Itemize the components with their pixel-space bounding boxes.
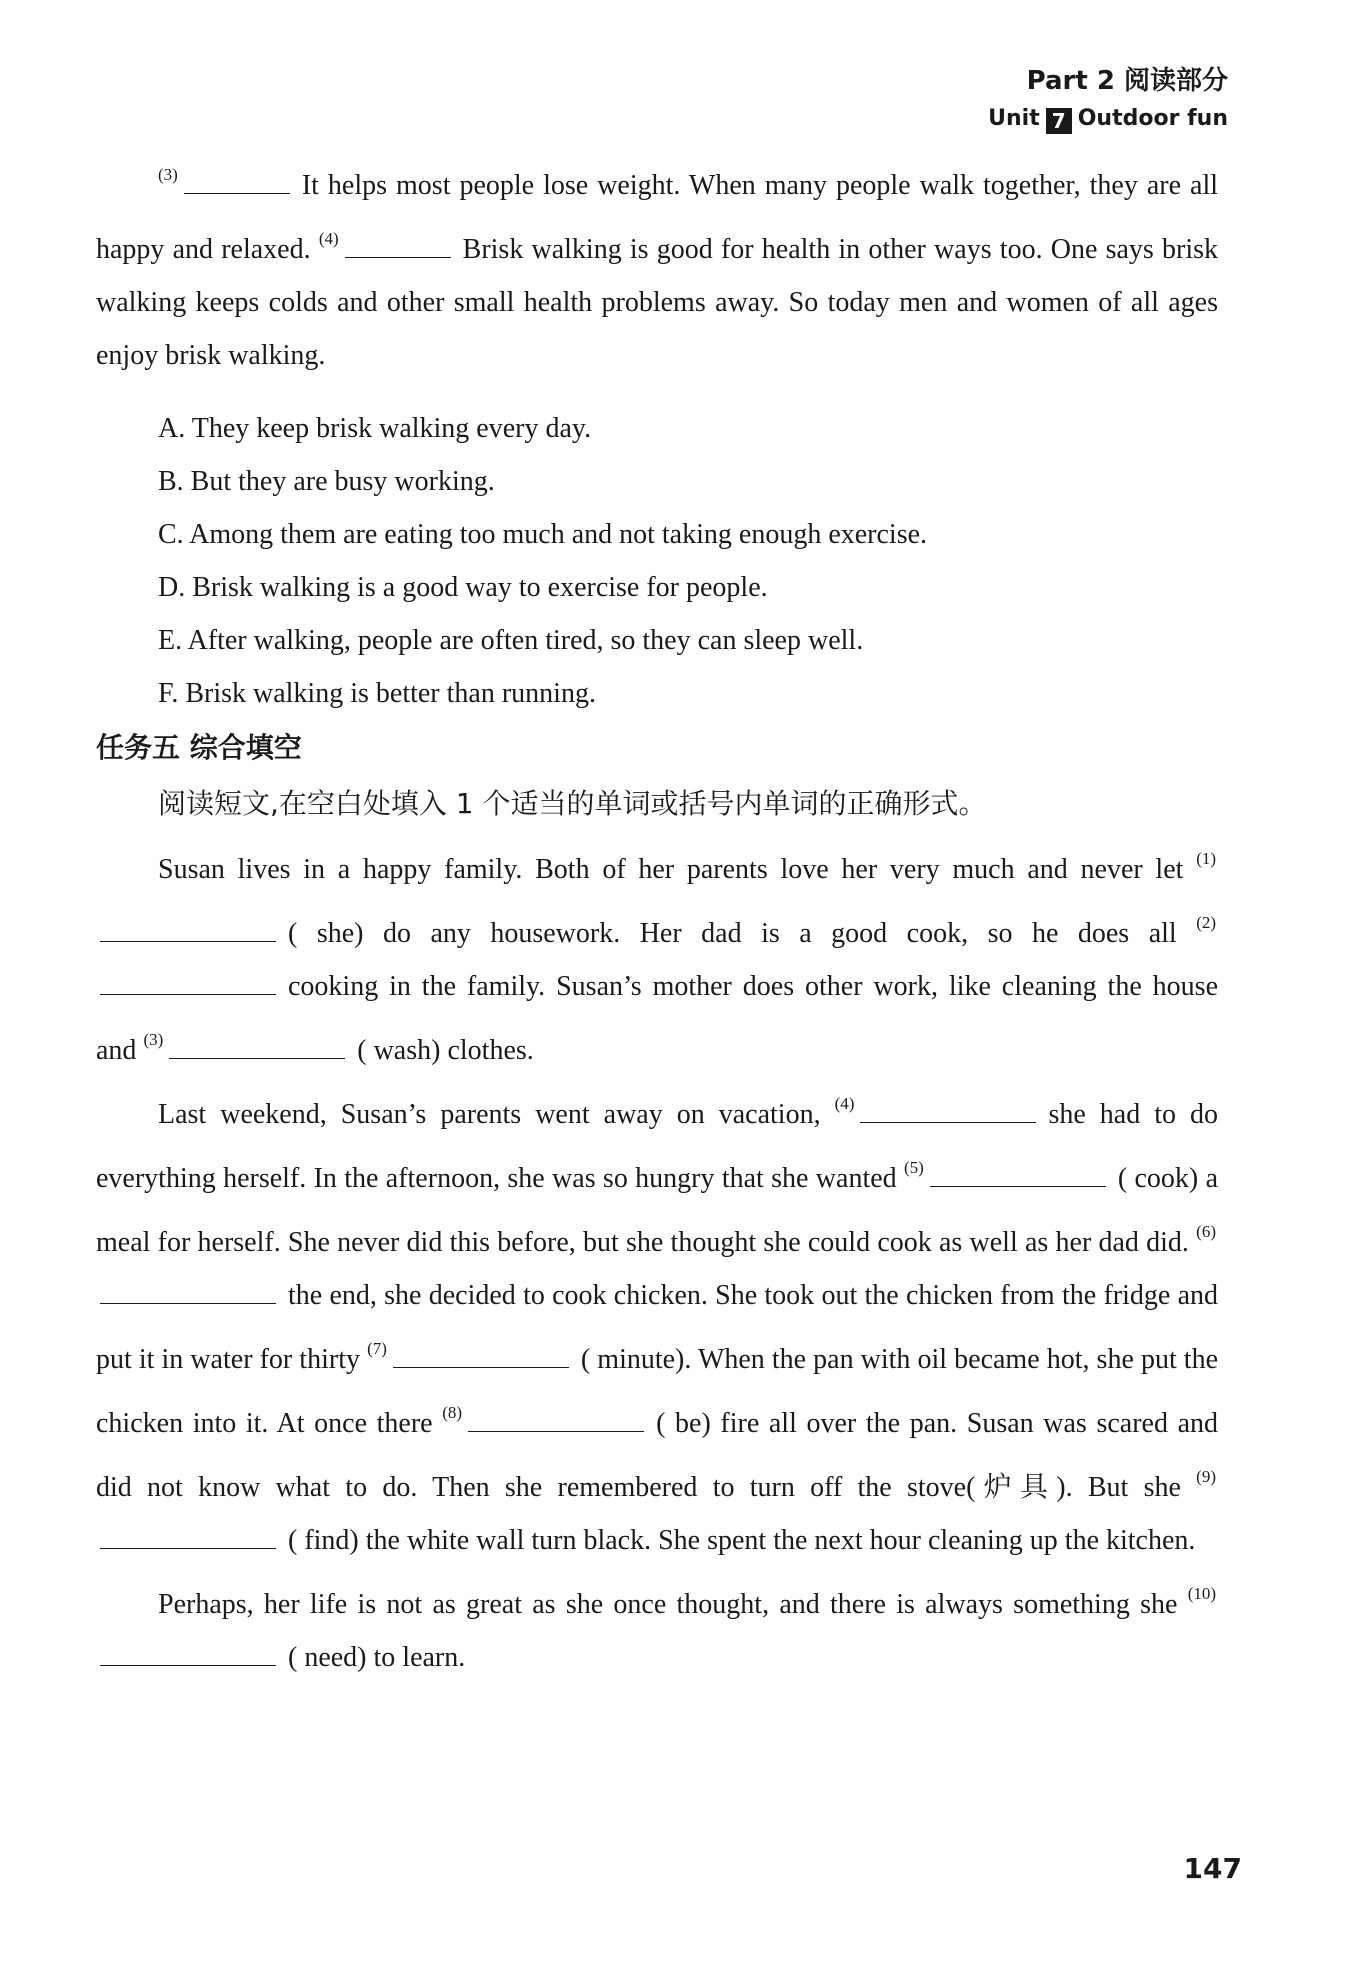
passage-text: ( be) fire all over the pan. Susan was scared and did not know what to do. Then she remembered to turn off the stove(炉具). But she [96, 1408, 1219, 1503]
passage-text: ( she) do any housework. Her dad is a good cook, so he does all [288, 918, 1177, 949]
answer-blank-10[interactable] [100, 1641, 276, 1666]
option-b: B. But they are busy working. [158, 466, 495, 497]
answer-blank-5[interactable] [930, 1162, 1106, 1187]
blank-number: (9) [1196, 1467, 1216, 1486]
passage-text: Susan lives in a happy family. Both of her parents love her very much and never let [158, 854, 1184, 885]
answer-blank-6[interactable] [100, 1279, 276, 1304]
answer-blank-3[interactable] [169, 1034, 345, 1059]
answer-blank-4[interactable] [860, 1098, 1036, 1123]
passage-text: ( need) to learn. [288, 1642, 466, 1673]
answer-blank-9[interactable] [100, 1524, 276, 1549]
blank-number: (7) [367, 1339, 387, 1358]
passage2-paragraph-1 [96, 832, 1218, 1077]
answer-blank-4[interactable] [345, 233, 451, 258]
blank-number: (3) [158, 165, 178, 184]
option-e: E. After walking, people are often tired, so they can sleep well. [158, 625, 864, 656]
blank-number: (2) [1196, 913, 1217, 932]
passage-text: she had to do everything herself. In the afternoon, she was so hungry that she wanted [96, 1099, 1219, 1194]
passage-text: Last weekend, Susan’s parents went away on vacation, [158, 1099, 821, 1130]
blank-number: (4) [318, 229, 339, 248]
passage2-paragraph-2 [96, 1077, 1218, 1567]
answer-blank-8[interactable] [468, 1407, 644, 1432]
blank-number: (8) [442, 1403, 463, 1422]
unit-number-badge: 7 [1046, 108, 1072, 134]
passage-text: Perhaps, her life is not as great as she once thought, and there is always something she [158, 1589, 1178, 1620]
passage-text: ( find) the white wall turn black. She spent the next hour cleaning up the kitchen. [288, 1525, 1196, 1556]
page-header [988, 64, 1228, 136]
passage1-paragraph [96, 148, 1218, 382]
unit-name: Outdoor fun [1077, 106, 1228, 131]
answer-blank-7[interactable] [393, 1343, 569, 1368]
option-f: F. Brisk walking is better than running. [158, 678, 596, 709]
passage-text: ( wash) clothes. [357, 1035, 534, 1066]
blank-number: (4) [834, 1094, 855, 1113]
passage2-paragraph-3 [96, 1567, 1218, 1684]
blank-number: (10) [1187, 1584, 1217, 1603]
part-title: Part 2 阅读部分 [1026, 66, 1228, 96]
answer-blank-3[interactable] [184, 169, 290, 194]
answer-blank-1[interactable] [100, 917, 276, 942]
passage-text: ( minute). When the pan with oil became hot, she put the chicken into it. At once there [96, 1344, 1219, 1439]
blank-number: (6) [1196, 1222, 1216, 1241]
blank-number: (1) [1196, 849, 1217, 868]
page-number: 147 [1183, 1852, 1242, 1885]
passage-text: cooking in the family. Susan’s mother does other work, like cleaning the house and [96, 971, 1218, 1066]
option-c: C. Among them are eating too much and not taking enough exercise. [158, 519, 928, 550]
unit-label: Unit [988, 106, 1040, 131]
passage-text: Brisk walking is good for health in other ways too. One says brisk walking keeps colds and other small health problems away. So today men and women of all ages enjoy brisk walking. [96, 234, 1219, 371]
answer-blank-2[interactable] [100, 970, 276, 995]
blank-number: (5) [904, 1158, 924, 1177]
passage-text: ( cook) a meal for herself. She never did this before, but she thought she could cook as well as her dad did. [96, 1163, 1218, 1258]
passage-text: the end, she decided to cook chicken. She took out the chicken from the fridge and put it in water for thirty [96, 1280, 1218, 1375]
page-content [96, 148, 1218, 1684]
option-d: D. Brisk walking is a good way to exercise for people. [158, 572, 768, 603]
task-title: 任务五 综合填空 [96, 731, 302, 764]
options-list [96, 402, 1218, 720]
unit-title [988, 102, 1228, 136]
option-a: A. They keep brisk walking every day. [158, 413, 592, 444]
passage-text: It helps most people lose weight. When many people walk together, they are all happy and relaxed. [96, 170, 1218, 265]
blank-number: (3) [143, 1030, 164, 1049]
task-instruction: 阅读短文,在空白处填入 1 个适当的单词或括号内单词的正确形式。 [158, 787, 987, 820]
